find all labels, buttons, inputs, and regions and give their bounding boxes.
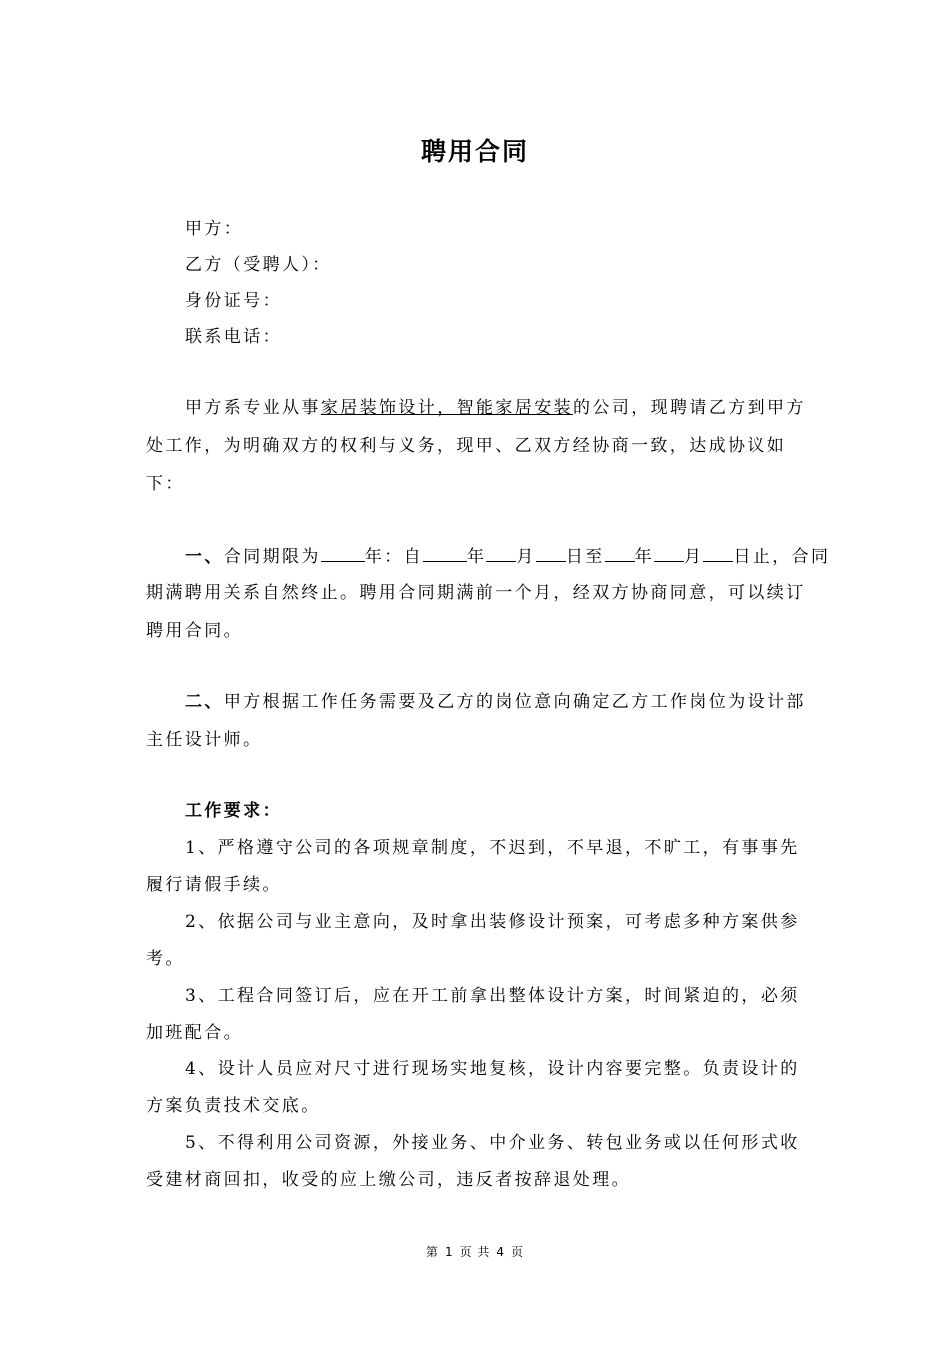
intro-text: 甲方系专业从事 [185,398,321,418]
intro-line-2: 处工作，为明确双方的权利与义务，现甲、乙双方经协商一致，达成协议如 [146,436,787,456]
clause-text: 甲方根据工作任务需要及乙方的岗位意向确定乙方工作岗位为设计部 [223,692,806,712]
clause-2-line-2: 主任设计师。 [146,730,263,750]
clause-1-number: 一、 [185,547,224,567]
blank-field[interactable] [486,545,516,562]
document-title: 聘用合同 [420,137,529,166]
blank-field[interactable] [423,545,467,562]
intro-text: 的公司，现聘请乙方到甲方 [573,398,806,418]
intro-line-3: 下： [146,474,185,494]
requirement-item-3-line-1: 3、工程合同签订后，应在开工前拿出整体设计方案，时间紧迫的，必须 [185,986,800,1006]
clause-2-number: 二、 [185,692,224,712]
requirement-item-5-line-2: 受建材商回扣，收受的应上缴公司，违反者按辞退处理。 [146,1170,631,1190]
clause-1-line-2: 期满聘用关系自然终止。聘用合同期满前一个月，经双方协商同意，可以续订 [146,583,806,603]
total-pages: 4 [496,1245,506,1259]
clause-text: 日止，合同 [733,547,831,567]
page-footer [0,1243,950,1260]
clause-text: 年 [634,547,655,567]
clause-text: 年：自 [364,547,424,567]
requirement-item-4-line-2: 方案负责技术交底。 [146,1096,321,1116]
page-number: 1 [444,1245,454,1259]
clause-1-line-3: 聘用合同。 [146,621,243,641]
blank-field[interactable] [703,545,733,562]
clause-text: 日至 [565,547,605,567]
requirement-item-5-line-1: 5、不得利用公司资源，外接业务、中介业务、转包业务或以任何形式收 [185,1133,800,1153]
footer-text: 页 [511,1245,525,1259]
footer-text: 第 [425,1245,439,1259]
requirement-item-2-line-1: 2、依据公司与业主意向，及时拿出装修设计预案，可考虑多种方案供参 [185,912,800,932]
clause-text: 月 [516,547,536,567]
clause-1-line-1 [185,545,830,567]
footer-text: 页 共 [459,1245,491,1259]
clause-text: 月 [684,547,704,567]
requirement-item-1-line-2: 履行请假手续。 [146,875,282,895]
party-a-label: 甲方： [185,219,244,239]
phone-label: 联系电话： [185,327,282,347]
id-number-label: 身份证号： [185,291,282,311]
requirement-item-3-line-2: 加班配合。 [146,1023,243,1043]
intro-line-1 [185,398,806,418]
requirement-item-1-line-1: 1、严格遵守公司的各项规章制度，不迟到，不早退，不旷工，有事事先 [185,838,800,858]
clause-2-line-1 [185,692,806,712]
requirements-heading: 工作要求： [185,801,282,821]
clause-text: 年 [467,547,487,567]
company-business-underlined: 家居装饰设计，智能家居安装 [320,398,574,418]
blank-field[interactable] [605,545,635,562]
requirement-item-4-line-1: 4、设计人员应对尺寸进行现场实地复核，设计内容要完整。负责设计的 [185,1059,800,1079]
party-b-label: 乙方（受聘人）： [185,255,332,275]
blank-field[interactable] [321,545,365,562]
blank-field[interactable] [536,545,566,562]
requirement-item-2-line-2: 考。 [146,949,185,969]
blank-field[interactable] [654,545,684,562]
clause-text: 合同期限为 [223,547,321,567]
